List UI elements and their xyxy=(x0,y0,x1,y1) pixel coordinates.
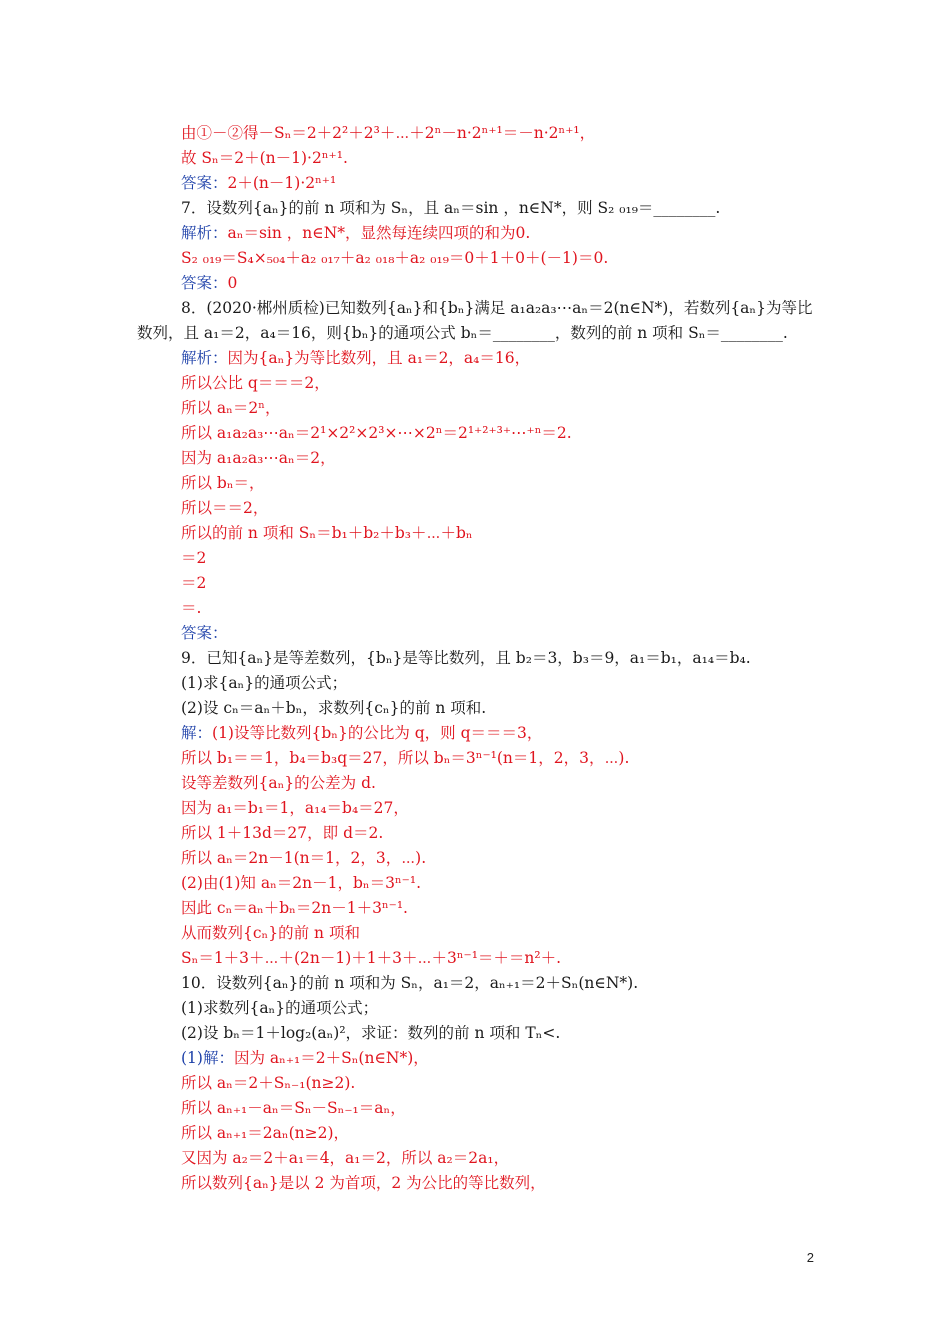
text-line xyxy=(181,548,830,568)
text-line xyxy=(181,248,830,268)
line-text: ＝. xyxy=(181,599,202,617)
text-line xyxy=(181,298,830,318)
line-text: 所以 aₙ₊₁＝2aₙ(n≥2)， xyxy=(181,1124,350,1142)
line-text: 所以 b₁＝＝1，b₄＝b₃q＝27，所以 bₙ＝3ⁿ⁻¹(n＝1，2，3，⋯). xyxy=(181,749,630,767)
text-line xyxy=(181,823,830,843)
text-line xyxy=(181,373,830,393)
line-text: 设等差数列{aₙ}的公差为 d. xyxy=(181,774,376,792)
text-line xyxy=(181,1023,830,1043)
answer-label: 解析： xyxy=(181,349,228,367)
text-line xyxy=(137,323,830,343)
text-line xyxy=(181,623,830,643)
line-text: 0 xyxy=(227,274,238,292)
line-text: 所以＝＝2， xyxy=(181,499,269,517)
text-line xyxy=(181,848,830,868)
line-text: 数列，且 a₁＝2，a₄＝16，则{bₙ}的通项公式 bₙ＝________，数列的前 n 项和 Sₙ＝________. xyxy=(137,324,788,342)
text-line xyxy=(181,948,830,968)
line-text: (1)设等比数列{bₙ}的公比为 q，则 q＝＝＝3， xyxy=(212,724,543,742)
text-line xyxy=(181,873,830,893)
line-text: 因为 a₁a₂a₃⋯aₙ＝2， xyxy=(181,449,336,467)
answer-label: 解析： xyxy=(181,224,228,242)
text-line xyxy=(181,1098,830,1118)
text-line xyxy=(181,448,830,468)
text-line xyxy=(181,973,830,993)
text-line xyxy=(181,273,830,293)
text-line xyxy=(181,473,830,493)
text-line xyxy=(181,598,830,618)
line-text: 由①－②得－Sₙ＝2＋2²＋2³＋⋯＋2ⁿ－n·2ⁿ⁺¹＝－n·2ⁿ⁺¹， xyxy=(181,124,596,142)
text-line xyxy=(181,1173,830,1193)
text-line xyxy=(181,498,830,518)
text-line xyxy=(181,998,830,1018)
line-text: 所以 bₙ＝， xyxy=(181,474,265,492)
text-line xyxy=(181,348,830,368)
answer-label: (1)解： xyxy=(181,1049,234,1067)
line-text: 所以 1＋13d＝27，即 d＝2. xyxy=(181,824,384,842)
line-text: (2)由(1)知 aₙ＝2n－1，bₙ＝3ⁿ⁻¹. xyxy=(181,874,422,892)
line-text: 所以公比 q＝＝＝2， xyxy=(181,374,330,392)
line-text: 因为{aₙ}为等比数列，且 a₁＝2，a₄＝16， xyxy=(227,349,531,367)
text-line xyxy=(181,648,830,668)
text-line xyxy=(181,673,830,693)
line-text: 9．已知{aₙ}是等差数列，{bₙ}是等比数列，且 b₂＝3，b₃＝9，a₁＝b₁，a₁₄＝b₄. xyxy=(181,649,751,667)
text-line xyxy=(181,923,830,943)
text-line xyxy=(181,223,830,243)
line-text: 10．设数列{aₙ}的前 n 项和为 Sₙ，a₁＝2，aₙ₊₁＝2＋Sₙ(n∈N*). xyxy=(181,974,639,992)
line-text: 从而数列{cₙ}的前 n 项和 xyxy=(181,924,360,942)
text-line xyxy=(181,773,830,793)
line-text: 7．设数列{aₙ}的前 n 项和为 Sₙ，且 aₙ＝sin ，n∈N*，则 S₂ ₀₁₉＝________. xyxy=(181,199,721,217)
line-text: (1)求{aₙ}的通项公式； xyxy=(181,674,348,692)
line-text: 因为 a₁＝b₁＝1，a₁₄＝b₄＝27， xyxy=(181,799,409,817)
line-text: 所以 aₙ₊₁－aₙ＝Sₙ－Sₙ₋₁＝aₙ， xyxy=(181,1099,406,1117)
line-text: 所以 aₙ＝2ⁿ， xyxy=(181,399,281,417)
line-text: (2)设 cₙ＝aₙ＋bₙ，求数列{cₙ}的前 n 项和. xyxy=(181,699,487,717)
line-text: (1)求数列{aₙ}的通项公式； xyxy=(181,999,379,1017)
line-text: S₂ ₀₁₉＝S₄×₅₀₄＋a₂ ₀₁₇＋a₂ ₀₁₈＋a₂ ₀₁₉＝0＋1＋0＋(－1)＝0. xyxy=(181,249,609,267)
text-line xyxy=(181,1123,830,1143)
text-line xyxy=(181,698,830,718)
text-line xyxy=(181,173,830,193)
text-line xyxy=(181,573,830,593)
line-text: 又因为 a₂＝2＋a₁＝4，a₁＝2，所以 a₂＝2a₁， xyxy=(181,1149,510,1167)
text-line xyxy=(181,123,830,143)
line-text: 所以的前 n 项和 Sₙ＝b₁＋b₂＋b₃＋⋯＋bₙ xyxy=(181,524,473,542)
text-line xyxy=(181,1148,830,1168)
text-line xyxy=(181,798,830,818)
line-text: ＝2 xyxy=(181,549,207,567)
line-text: (2)设 bₙ＝1＋log₂(aₙ)²，求证：数列的前 n 项和 Tₙ<. xyxy=(181,1024,561,1042)
answer-label: 答案： xyxy=(181,624,228,642)
line-text: 故 Sₙ＝2＋(n－1)·2ⁿ⁺¹. xyxy=(181,149,348,167)
line-text: aₙ＝sin ，n∈N*，显然每连续四项的和为0. xyxy=(227,224,531,242)
line-text: 所以 a₁a₂a₃⋯aₙ＝2¹×2²×2³×⋯×2ⁿ＝2¹⁺²⁺³⁺⋯⁺ⁿ＝2. xyxy=(181,424,572,442)
line-text: 因为 aₙ₊₁＝2＋Sₙ(n∈N*)， xyxy=(233,1049,429,1067)
line-text: 2＋(n－1)·2ⁿ⁺¹ xyxy=(227,174,337,192)
text-line xyxy=(181,898,830,918)
page-number: 2 xyxy=(806,1250,814,1265)
line-text: 所以 aₙ＝2n－1(n＝1，2，3，⋯). xyxy=(181,849,427,867)
text-line xyxy=(181,523,830,543)
line-text: Sₙ＝1＋3＋⋯＋(2n－1)＋1＋3＋⋯＋3ⁿ⁻¹＝＋＝n²＋. xyxy=(181,949,562,967)
text-line xyxy=(181,1073,830,1093)
line-text: ＝2 xyxy=(181,574,207,592)
text-line xyxy=(181,198,830,218)
line-text: 所以 aₙ＝2＋Sₙ₋₁(n≥2). xyxy=(181,1074,356,1092)
text-line xyxy=(181,423,830,443)
line-text: 因此 cₙ＝aₙ＋bₙ＝2n－1＋3ⁿ⁻¹. xyxy=(181,899,408,917)
answer-label: 答案： xyxy=(181,174,228,192)
text-line xyxy=(181,398,830,418)
line-text: 所以数列{aₙ}是以 2 为首项，2 为公比的等比数列， xyxy=(181,1174,546,1192)
text-line xyxy=(181,748,830,768)
text-line xyxy=(181,1048,830,1068)
text-line xyxy=(181,723,830,743)
answer-label: 答案： xyxy=(181,274,228,292)
text-line xyxy=(181,148,830,168)
line-text: 8．(2020·郴州质检)已知数列{aₙ}和{bₙ}满足 a₁a₂a₃⋯aₙ＝2(n∈N*)，若数列{aₙ}为等比 xyxy=(181,299,813,317)
answer-label: 解： xyxy=(181,724,213,742)
